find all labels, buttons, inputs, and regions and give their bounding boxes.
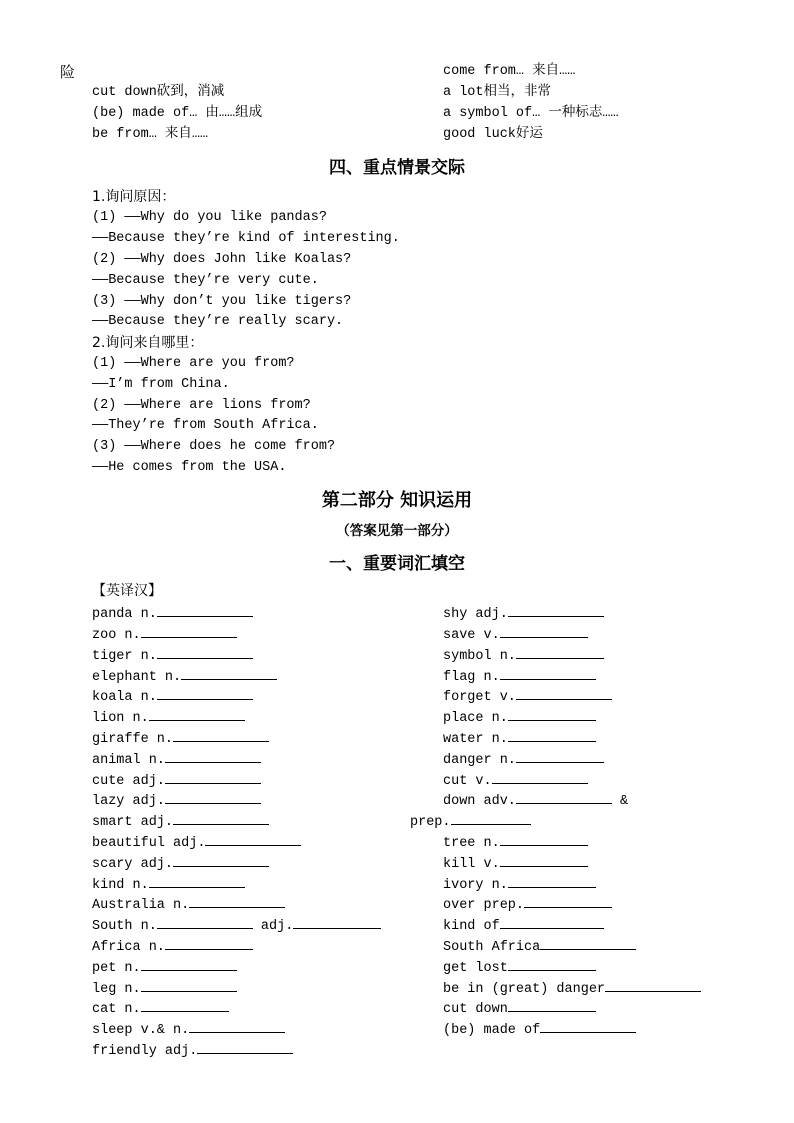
dialog1-line-2: (2) ——Why does John like Koalas? — [92, 252, 352, 267]
vocab-item: over prep. — [443, 895, 612, 916]
vocab-item: symbol n. — [443, 646, 604, 667]
vocab-item: cut v. — [443, 771, 588, 792]
vocab-item: ivory n. — [443, 875, 596, 896]
phrase-right-3: good luck好运 — [443, 127, 543, 142]
vocab-item: cute adj. — [92, 771, 261, 792]
vocab-item: kind n. — [92, 875, 245, 896]
vocab-item: place n. — [443, 708, 596, 729]
vocab-item: water n. — [443, 729, 596, 750]
vocab-item: cat n. — [92, 999, 229, 1020]
vocab-item: shy adj. — [443, 604, 604, 625]
phrase-right-2: a symbol of… 一种标志…… — [443, 106, 619, 121]
vocab-item: South Africa — [443, 937, 636, 958]
section4-title: 四、重点情景交际 — [329, 158, 465, 178]
vocab-item: pet n. — [92, 958, 237, 979]
vocab-item: leg n. — [92, 979, 237, 1000]
dialog1-line-3: ——Because they’re very cute. — [92, 273, 319, 288]
phrase-right-1: a lot相当，非常 — [443, 85, 552, 100]
vocab-item: prep. — [410, 812, 531, 833]
dialog2-line-2: (2) ——Where are lions from? — [92, 398, 311, 413]
dialog2-line-4: (3) ——Where does he come from? — [92, 439, 336, 454]
vocab-item: giraffe n. — [92, 729, 269, 750]
section4-sub1: 1.询问原因： — [92, 189, 176, 205]
vocab-item: tree n. — [443, 833, 588, 854]
vocab-item: cut down — [443, 999, 596, 1020]
vocab-item: friendly adj. — [92, 1041, 293, 1062]
dialog1-line-5: ——Because they’re really scary. — [92, 314, 344, 329]
dialog2-line-0: (1) ——Where are you from? — [92, 356, 295, 371]
phrase-left-2: be from… 来自…… — [92, 127, 209, 142]
vocab-item: save v. — [443, 625, 588, 646]
vocab-item: kill v. — [443, 854, 588, 875]
vocab-item: scary adj. — [92, 854, 269, 875]
vocab-item: (be) made of — [443, 1020, 636, 1041]
dialog2-line-3: ——They’re from South Africa. — [92, 418, 319, 433]
part2-title: 第二部分 知识运用 — [321, 490, 473, 511]
section1-title: 一、重要词汇填空 — [329, 554, 465, 574]
vocab-item: panda n. — [92, 604, 253, 625]
vocab-item: beautiful adj. — [92, 833, 301, 854]
phrase-left-1: (be) made of… 由……组成 — [92, 106, 263, 121]
vocab-item: tiger n. — [92, 646, 253, 667]
dialog2-line-1: ——I’m from China. — [92, 377, 230, 392]
dialog1-line-4: (3) ——Why don’t you like tigers? — [92, 294, 352, 309]
dialog1-line-1: ——Because they’re kind of interesting. — [92, 231, 400, 246]
carry-over-char: 险 — [60, 63, 76, 81]
vocab-item: lazy adj. — [92, 791, 261, 812]
vocab-item: elephant n. — [92, 667, 277, 688]
section4-sub2: 2.询问来自哪里： — [92, 335, 204, 351]
vocab-item: Africa n. — [92, 937, 253, 958]
vocab-item: zoo n. — [92, 625, 237, 646]
vocab-item: down adv. & — [443, 791, 628, 812]
vocab-item: be in (great) danger — [443, 979, 701, 1000]
vocab-item: koala n. — [92, 687, 253, 708]
dialog1-line-0: (1) ——Why do you like pandas? — [92, 210, 327, 225]
vocab-item: animal n. — [92, 750, 261, 771]
phrase-right-0: come from… 来自…… — [443, 64, 576, 79]
dialog2-line-5: ——He comes from the USA. — [92, 460, 287, 475]
vocab-item: forget v. — [443, 687, 612, 708]
vocab-item: smart adj. — [92, 812, 269, 833]
vocab-item: flag n. — [443, 667, 596, 688]
vocab-item: sleep v.& n. — [92, 1020, 285, 1041]
vocab-item: Australia n. — [92, 895, 285, 916]
phrase-left-0: cut down砍到，消减 — [92, 85, 225, 100]
translation-label: 【英译汉】 — [92, 583, 162, 599]
vocab-item: danger n. — [443, 750, 604, 771]
vocab-item: South n. adj. — [92, 916, 381, 937]
part2-note: （答案见第一部分） — [336, 523, 458, 539]
vocab-item: get lost — [443, 958, 596, 979]
vocab-item: lion n. — [92, 708, 245, 729]
vocab-item: kind of — [443, 916, 604, 937]
